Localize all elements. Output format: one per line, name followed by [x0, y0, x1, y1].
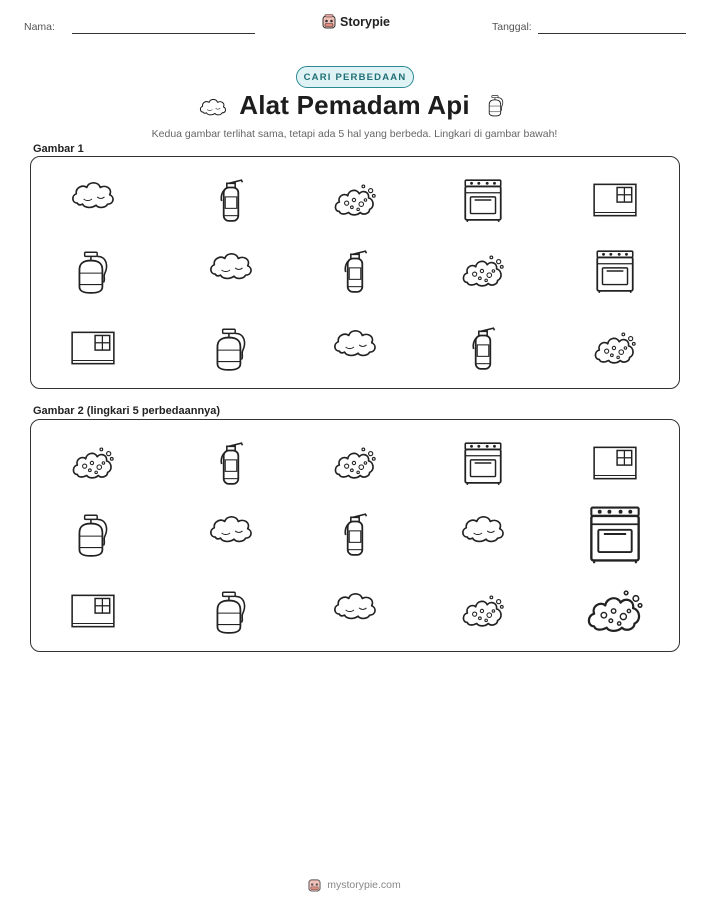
window-icon[interactable] — [591, 439, 639, 487]
name-field[interactable] — [72, 33, 255, 34]
oven-icon[interactable] — [459, 439, 507, 487]
foam-icon[interactable] — [459, 587, 507, 635]
cloud-icon[interactable] — [207, 247, 255, 295]
foam-icon[interactable] — [591, 324, 639, 372]
panel1-label: Gambar 1 — [33, 143, 84, 155]
fire-extinguisher-icon[interactable] — [459, 324, 507, 372]
fire-extinguisher-icon[interactable] — [207, 176, 255, 224]
footer — [0, 878, 709, 892]
fire-extinguisher-icon[interactable] — [331, 510, 379, 558]
footer-url[interactable]: mystorypie.com — [327, 879, 401, 891]
title-gas-cylinder-icon — [484, 90, 508, 125]
cloud-icon[interactable] — [331, 587, 379, 635]
gas-cylinder-icon[interactable] — [69, 510, 117, 558]
foam-icon[interactable] — [331, 439, 379, 487]
gas-cylinder-icon[interactable] — [207, 324, 255, 372]
window-icon[interactable] — [69, 324, 117, 372]
page-title: Alat Pemadam Api — [239, 90, 470, 120]
oven-icon[interactable] — [583, 502, 647, 566]
window-icon[interactable] — [69, 587, 117, 635]
picture-2-panel — [30, 419, 680, 652]
oven-icon[interactable] — [591, 247, 639, 295]
brand-name: Storypie — [340, 14, 391, 29]
brand-logo — [322, 14, 390, 29]
activity-badge: CARI PERBEDAAN — [296, 66, 414, 88]
foam-icon[interactable] — [331, 176, 379, 224]
date-field[interactable] — [538, 33, 686, 34]
storypie-mascot-icon — [308, 878, 321, 892]
date-label: Tanggal: — [492, 21, 532, 33]
fire-extinguisher-icon[interactable] — [331, 247, 379, 295]
gas-cylinder-icon[interactable] — [69, 247, 117, 295]
foam-icon[interactable] — [583, 579, 647, 643]
window-icon[interactable] — [591, 176, 639, 224]
gas-cylinder-icon[interactable] — [207, 587, 255, 635]
instructions: Kedua gambar terlihat sama, tetapi ada 5 hal yang berbeda. Lingkari di gambar bawah! — [151, 128, 558, 140]
foam-icon[interactable] — [69, 439, 117, 487]
cloud-icon[interactable] — [69, 176, 117, 224]
storypie-mascot-icon — [322, 14, 336, 29]
cloud-icon[interactable] — [207, 510, 255, 558]
cloud-icon[interactable] — [331, 324, 379, 372]
foam-icon[interactable] — [459, 247, 507, 295]
fire-extinguisher-icon[interactable] — [207, 439, 255, 487]
picture-1-panel — [30, 156, 680, 389]
panel2-label: Gambar 2 (lingkari 5 perbedaannya) — [33, 405, 221, 417]
oven-icon[interactable] — [459, 176, 507, 224]
name-label: Nama: — [24, 21, 55, 33]
cloud-icon[interactable] — [459, 510, 507, 558]
